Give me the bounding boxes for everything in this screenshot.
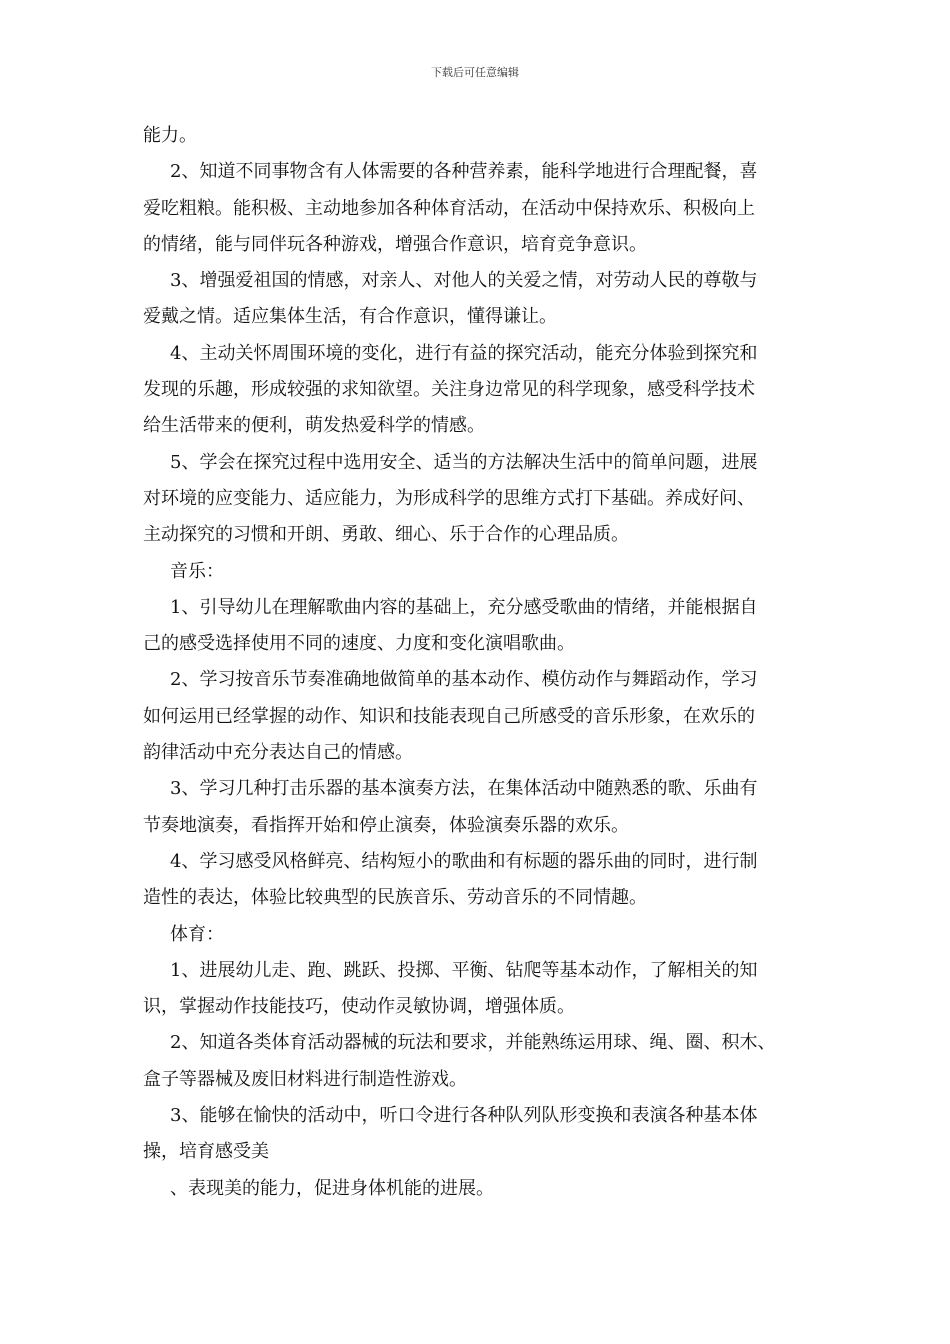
text-line: 1、进展幼儿走、跑、跳跃、投掷、平衡、钻爬等基本动作，了解相关的知 (170, 959, 758, 981)
text-line: 的情绪，能与同伴玩各种游戏，增强合作意识，培育竞争意识。 (143, 233, 647, 255)
text-line: 对环境的应变能力、适应能力，为形成科学的思维方式打下基础。养成好问、 (143, 487, 755, 509)
text-line: 给生活带来的便利，萌发热爱科学的情感。 (143, 415, 485, 437)
document-body (143, 118, 823, 1207)
text-line: 3、学习几种打击乐器的基本演奏方法，在集体活动中随熟悉的歌、乐曲有 (170, 778, 758, 800)
text-line: 音乐： (170, 560, 224, 582)
text-line: 发现的乐趣，形成较强的求知欲望。关注身边常见的科学现象，感受科学技术 (143, 379, 755, 401)
text-line: 能力。 (143, 125, 197, 146)
text-line: 识，掌握动作技能技巧，使动作灵敏协调，增强体质。 (143, 996, 575, 1018)
text-line: 爱戴之情。适应集体生活，有合作意识，懂得谦让。 (143, 306, 557, 328)
text-line: 3、能够在愉快的活动中，听口令进行各种队列队形变换和表演各种基本体 (170, 1105, 758, 1127)
text-line: 5、学会在探究过程中选用安全、适当的方法解决生活中的简单问题，进展 (170, 451, 758, 473)
text-line: 1、引导幼儿在理解歌曲内容的基础上，充分感受歌曲的情绪，并能根据自 (170, 596, 758, 618)
text-line: 、表现美的能力，促进身体机能的进展。 (170, 1177, 494, 1199)
text-line: 主动探究的习惯和开朗、勇敢、细心、乐于合作的心理品质。 (143, 524, 629, 546)
text-line: 2、学习按音乐节奏准确地做简单的基本动作、模仿动作与舞蹈动作，学习 (170, 669, 758, 691)
text-line: 2、知道各类体育活动器械的玩法和要求，并能熟练运用球、绳、圈、积木、 (170, 1032, 776, 1054)
text-line: 4、主动关怀周围环境的变化，进行有益的探究活动，能充分体验到探究和 (170, 342, 758, 364)
text-line: 己的感受选择使用不同的速度、力度和变化演唱歌曲。 (143, 633, 575, 655)
text-line: 爱吃粗粮。能积极、主动地参加各种体育活动，在活动中保持欢乐、积极向上 (143, 197, 755, 219)
text-line: 如何运用已经掌握的动作、知识和技能表现自己所感受的音乐形象，在欢乐的 (143, 705, 755, 727)
text-line: 2、知道不同事物含有人体需要的各种营养素，能科学地进行合理配餐，喜 (170, 161, 758, 183)
text-line: 盒子等器械及废旧材料进行制造性游戏。 (143, 1068, 467, 1090)
text-line: 造性的表达，体验比较典型的民族音乐、劳动音乐的不同情趣。 (143, 887, 647, 909)
text-line: 操，培育感受美 (143, 1141, 269, 1163)
text-line: 3、增强爱祖国的情感，对亲人、对他人的关爱之情，对劳动人民的尊敬与 (170, 270, 758, 292)
text-line: 体育： (170, 923, 224, 945)
text-line: 节奏地演奏，看指挥开始和停止演奏，体验演奏乐器的欢乐。 (143, 814, 629, 836)
text-line: 韵律活动中充分表达自己的情感。 (143, 742, 413, 764)
text-line: 4、学习感受风格鲜亮、结构短小的歌曲和有标题的器乐曲的同时，进行制 (170, 850, 758, 872)
page-header: 下载后可任意编辑 (431, 66, 519, 79)
